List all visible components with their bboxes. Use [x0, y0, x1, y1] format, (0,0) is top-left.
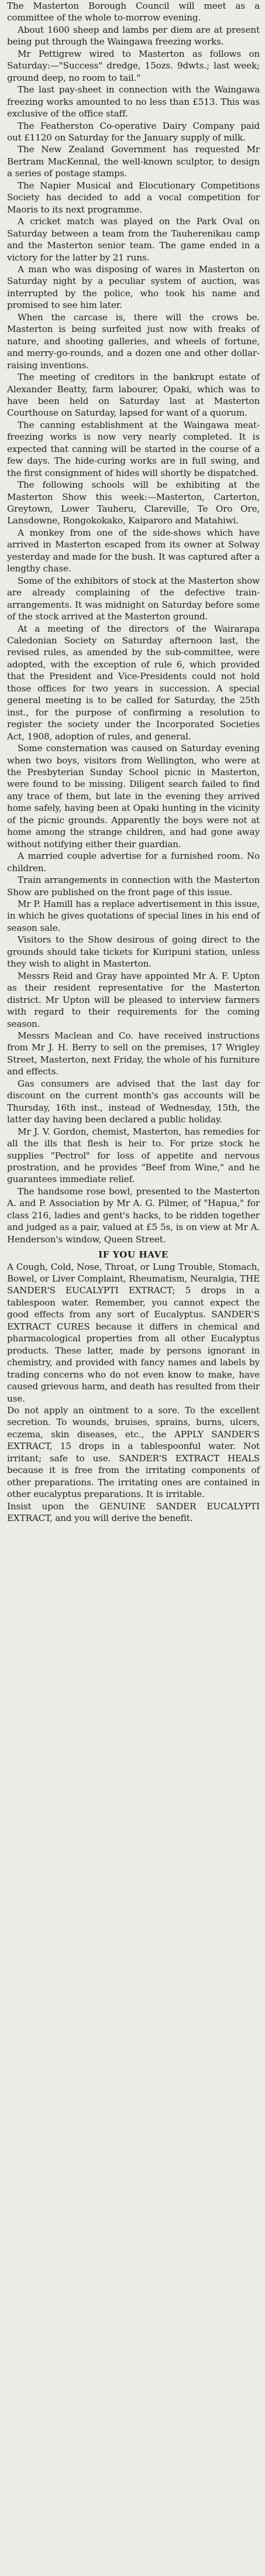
news-paragraph: Train arrangements in connection with the Masterton Show are published on the front page of this issue. [7, 875, 260, 898]
advertisement-heading: IF YOU HAVE [98, 1249, 168, 1260]
news-paragraph: Mr Pettigrew wired to Masterton as follows on Saturday:—"Success" dredge, 15ozs. 9dwts.; last week; ground deep, no room to tail." [7, 48, 260, 83]
news-paragraph: The last pay-sheet in connection with the Waingawa freezing works amounted to no less than £513. This was exclusive of the office staff. [7, 84, 260, 119]
news-paragraph: A cricket match was played on the Park Oval on Saturday between a team from the Tauherenikau camp and the Masterton senior team. The game ended in a victory for the latter by 21 runs. [7, 216, 260, 263]
news-paragraph: The canning establishment at the Waingawa meat-freezing works is now very nearly completed. It is expected that canning will be started in the course of a few days. The hide-curing works are in full swing, and the first consignment of hides will shortly be dispatched. [7, 419, 260, 478]
news-paragraph: Some consternation was caused on Saturday evening when two boys, visitors from Wellington, who were at the Presbyterian Sunday School picnic in Masterton, were found to be missing. Diligent search failed to find any trace of them, but late in the evening they arrived home safely, having been at Opaki hunting in the vicinity of the picnic grounds. Apparently the boys were not at home among the strange children, and had gone away without notifying either their guardian. [7, 743, 260, 849]
news-paragraph: The New Zealand Government has requested Mr Bertram MacKennal, the well-known sculptor, to design a series of postage stamps. [7, 144, 260, 179]
news-paragraph: When the carcase is, there will the crows be. Masterton is being surfeited just now with freaks of nature, and shooting galleries, and wheels of fortune, and merry-go-rounds, and a dozen one and other dollar-raising inventions. [7, 311, 260, 371]
news-paragraph: The handsome rose bowl, presented to the Masterton A. and P. Association by Mr A. G. Pilmer, of "Hapua," for class 216, ladies and gent's hacks, to be ridden together and judged as a pair, valued at £5 5s, is on view at Mr A. Henderson's window, Queen Street. [7, 1186, 260, 1245]
news-paragraph: The following schools will be exhibiting at the Masterton Show this week:—Masterton, Carterton, Greytown, Lower Tauheru, Clareville, Te Oro Ore, Lansdowne, Rongokokako, Kaiparoro and Matahiwi. [7, 479, 260, 526]
news-paragraph: The meeting of creditors in the bankrupt estate of Alexander Beatty, farm labourer, Opaki, which was to have been held on Saturday last at Masterton Courthouse on Saturday, lapsed for want of a quorum. [7, 372, 260, 419]
news-paragraph: A man who was disposing of wares in Masterton on Saturday night by a peculiar system of auction, was interrupted by the police, who took his name and promised to see him later. [7, 263, 260, 311]
news-paragraph: Mr P. Hamill has a replace advertisement in this issue, in which he gives quotations of special lines in his end of season sale. [7, 898, 260, 933]
news-paragraph: The Masterton Borough Council will meet as a committee of the whole to-morrow evening. [7, 1, 260, 23]
advertisement [7, 1249, 260, 1524]
news-paragraph: The Featherston Co-operative Dairy Company paid out £1120 on Saturday for the January supply of milk. [7, 120, 260, 143]
news-paragraph: Messrs Maclean and Co. have received instructions from Mr J. H. Berry to sell on the premises, 17 Wrigley Street, Masterton, next Friday, the whole of his furniture and effects. [7, 1030, 260, 1077]
news-paragraph: At a meeting of the directors of the Wairarapa Caledonian Society on Saturday afternoon last, the revised rules, as amended by the sub-committee, were adopted, with the exception of rule 6, which provided that the President and Vice-Presidents could not hold those offices for two years in succession. A special general meeting is to be called for Saturday, the 25th inst., for the purpose of confirming a resolution to register the society under the Incorporated Societies Act, 1908, adoption of rules, and general. [7, 623, 260, 742]
news-paragraph: Messrs Reid and Gray have appointed Mr A. F. Upton as their resident representative for the Masterton district. Mr Upton will be pleased to interview farmers with regard to their requirements for the coming season. [7, 970, 260, 1029]
news-paragraph: Mr J. V. Gordon, chemist, Masterton, has remedies for all the ills that flesh is heir to. For prize stock he supplies "Pectrol" for loss of appetite and nervous prostration, and he provides "Beef from Wine," and he guarantees immediate relief. [7, 1126, 260, 1185]
news-paragraph: A married couple advertise for a furnished room. No children. [7, 851, 260, 873]
news-paragraphs [7, 0, 260, 1245]
news-paragraph: Some of the exhibitors of stock at the Masterton show are already complaining of the defective train-arrangements. It was midnight on Saturday before some of the stock arrived at the Masterton ground. [7, 575, 260, 622]
news-paragraph: Gas consumers are advised that the last day for discount on the current month's gas accounts will be Thursday, 16th inst., instead of Wednesday, 15th, the latter day having been declared a public holiday. [7, 1078, 260, 1125]
news-paragraph: Visitors to the Show desirous of going direct to the grounds should take tickets for Kuripuni station, unless they wish to alight in Masterton. [7, 934, 260, 970]
news-paragraph: The Napier Musical and Elocutionary Competitions Society has decided to add a vocal competition for Maoris to its next programme. [7, 180, 260, 215]
advertisement-body: A Cough, Cold, Nose, Throat, or Lung Trouble, Stomach, Bowel, or Liver Complaint, Rheumatism, Neuralgia, THE SANDER'S EUCALYPTI EXTRACT; 5 drops in a tablespoon water. Remember, you cannot expect the good effects from any sort of Eucalyptus. SANDER'S EXTRACT CURES because it differs in chemical and pharmacological properties from all other Eucalyptus products. These latter, made by persons ignorant in chemistry, and provided with fancy names and labels by trading concerns who do not even know to make, have caused grievous harm, and death has resulted from their use. Do not apply an ointment to a sore. To the excellent secretion. To wounds, bruises, sprains, burns, ulcers, eczema, skin diseases, etc., the APPLY SANDER'S EXTRACT, 15 drops in a tablespoonful water. Not irritant; safe to use. SANDER'S EXTRACT HEALS because it is free from the irritating components of other preparations. The irritating ones are contained in other eucalyptus preparations. It is irritable. Insist upon the GENUINE SANDER EUCALYPTI EXTRACT, and you will derive the benefit. [7, 1261, 260, 1524]
news-paragraph: A monkey from one of the side-shows which have arrived in Masterton escaped from its owner at Solway yesterday and made for the bush. It was captured after a lengthy chase. [7, 527, 260, 574]
news-paragraph: About 1600 sheep and lambs per diem are at present being put through the Waingawa freezing works. [7, 24, 260, 47]
